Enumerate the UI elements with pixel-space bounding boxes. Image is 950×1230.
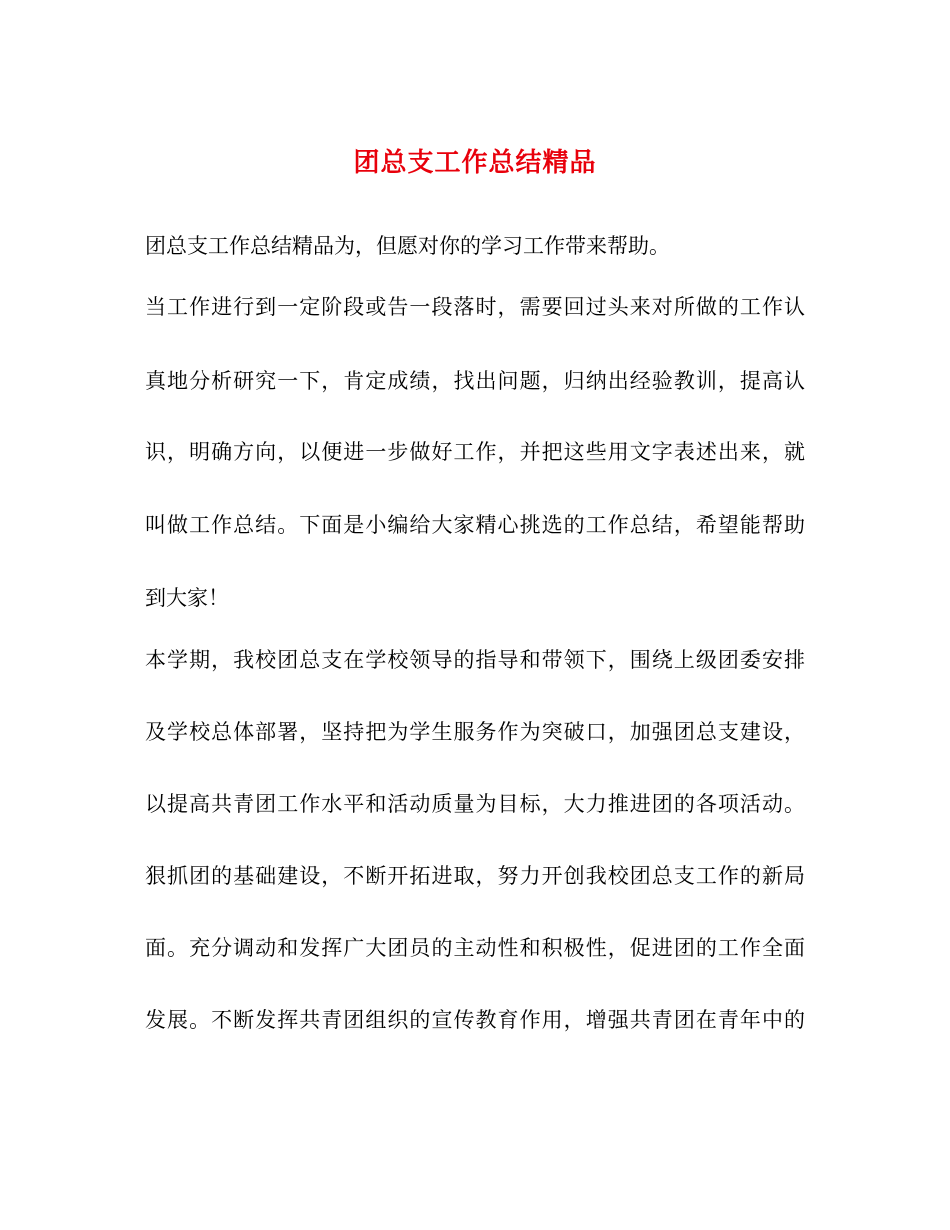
paragraph-1-line-4: 叫做工作总结。下面是小编给大家精心挑选的工作总结，希望能帮助 [145, 513, 805, 537]
paragraph-2-line-5: 面。充分调动和发挥广大团员的主动性和积极性，促进团的工作全面 [145, 936, 805, 960]
paragraph-2-line-1: 本学期，我校团总支在学校领导的指导和带领下，围绕上级团委安排 [145, 648, 805, 672]
intro-line: 团总支工作总结精品为，但愿对你的学习工作带来帮助。 [145, 234, 670, 258]
paragraph-1-line-2: 真地分析研究一下，肯定成绩，找出问题，归纳出经验教训，提高认 [145, 369, 805, 393]
paragraph-2-line-4: 狠抓团的基础建设，不断开拓进取，努力开创我校团总支工作的新局 [145, 864, 805, 888]
document-title: 团总支工作总结精品 [353, 148, 597, 178]
paragraph-1-line-1: 当工作进行到一定阶段或告一段落时，需要回过头来对所做的工作认 [145, 295, 805, 319]
paragraph-1-line-3: 识，明确方向，以便进一步做好工作，并把这些用文字表述出来，就 [145, 440, 805, 464]
paragraph-2-line-2: 及学校总体部署，坚持把为学生服务作为突破口，加强团总支建设， [145, 720, 805, 744]
paragraph-2-line-6: 发展。不断发挥共青团组织的宣传教育作用，增强共青团在青年中的 [145, 1008, 805, 1032]
paragraph-1-line-5: 到大家！ [145, 586, 229, 610]
paragraph-2-line-3: 以提高共青团工作水平和活动质量为目标，大力推进团的各项活动。 [145, 792, 805, 816]
